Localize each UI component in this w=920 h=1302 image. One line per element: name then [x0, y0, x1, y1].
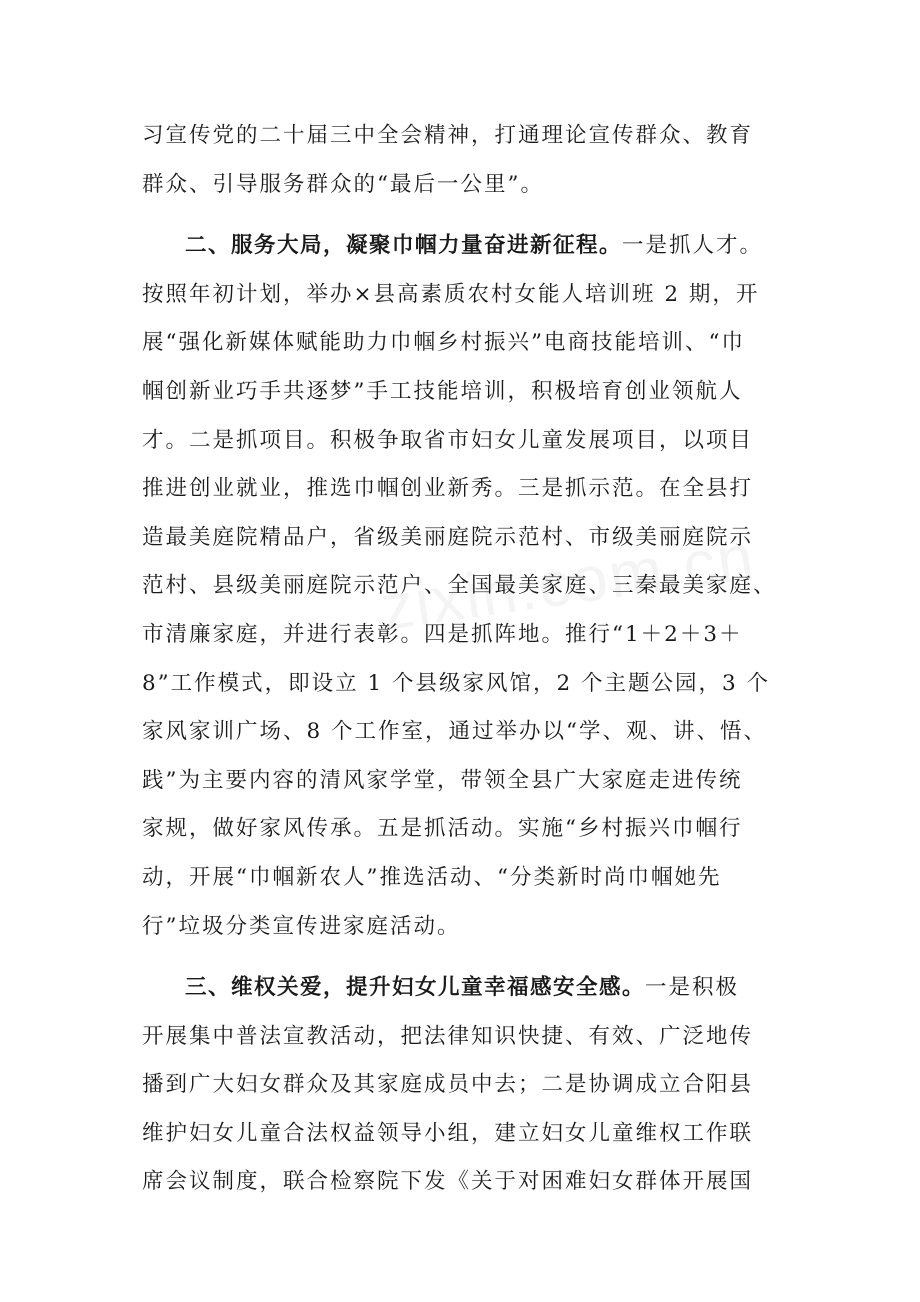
body-line: 按照年初计划，举办×县高素质农村女能人培训班 2 期，开 [142, 281, 760, 307]
section-3-first-line [142, 964, 802, 1013]
section-2-heading: 二、服务大局，凝聚巾帼力量奋进新征程。 [185, 233, 623, 259]
section-3-heading: 三、维权关爱，提升妇女儿童幸福感安全感。 [185, 975, 646, 1001]
body-line: 席会议制度，联合检察院下发《关于对困难妇女群体开展国 [142, 1169, 754, 1195]
section-2-lead: 一是抓人才。 [622, 233, 764, 259]
body-line: 群众、引导服务群众的“最后一公里”。 [142, 171, 544, 197]
document-body [142, 112, 802, 1207]
body-line: 习宣传党的二十届三中全会精神，打通理论宣传群众、教育 [142, 123, 754, 148]
body-line: 8”工作模式，即设立 1 个县级家风馆，2 个主题公园，3 个 [142, 670, 771, 696]
body-line: 才。二是抓项目。积极争取省市妇女儿童发展项目，以项目 [142, 427, 754, 453]
body-line: 范村、县级美丽庭院示范户、全国最美家庭、三秦最美家庭、 [142, 573, 777, 599]
body-line: 开展集中普法宣教活动，把法律知识快捷、有效、广泛地传 [142, 1023, 754, 1049]
paragraph-gap [142, 951, 802, 964]
body-line: 播到广大妇女群众及其家庭成员中去；二是协调成立合阳县 [142, 1072, 754, 1098]
section-3-lead: 一是积极 [645, 975, 740, 1001]
body-line: 家风家训广场、8 个工作室，通过举办以“学、观、讲、悟、 [142, 719, 768, 745]
body-line: 市清廉家庭，并进行表彰。四是抓阵地。推行“1＋2＋3＋ [142, 621, 743, 647]
body-line: 推进创业就业，推选巾帼创业新秀。三是抓示范。在全县打 [142, 476, 754, 502]
body-line: 展“强化新媒体赋能助力巾帼乡村振兴”电商技能培训、“巾 [142, 330, 745, 356]
body-line: 行”垃圾分类宣传进家庭活动。 [142, 913, 461, 939]
body-line: 践”为主要内容的清风家学堂，带领全县广大家庭走进传统 [142, 767, 743, 793]
body-line: 帼创新业巧手共逐梦”手工技能培训，积极培育创业领航人 [142, 378, 743, 404]
body-line: 动，开展“巾帼新农人”推选活动、“分类新时尚巾帼她先 [142, 864, 722, 890]
body-line: 造最美庭院精品户，省级美丽庭院示范村、市级美丽庭院示 [142, 524, 754, 550]
section-2-first-line [142, 222, 802, 271]
body-line: 维护妇女儿童合法权益领导小组，建立妇女儿童维权工作联 [142, 1120, 754, 1146]
body-line: 家规，做好家风传承。五是抓活动。实施“乡村振兴巾帼行 [142, 816, 743, 842]
paragraph-gap [142, 209, 802, 222]
